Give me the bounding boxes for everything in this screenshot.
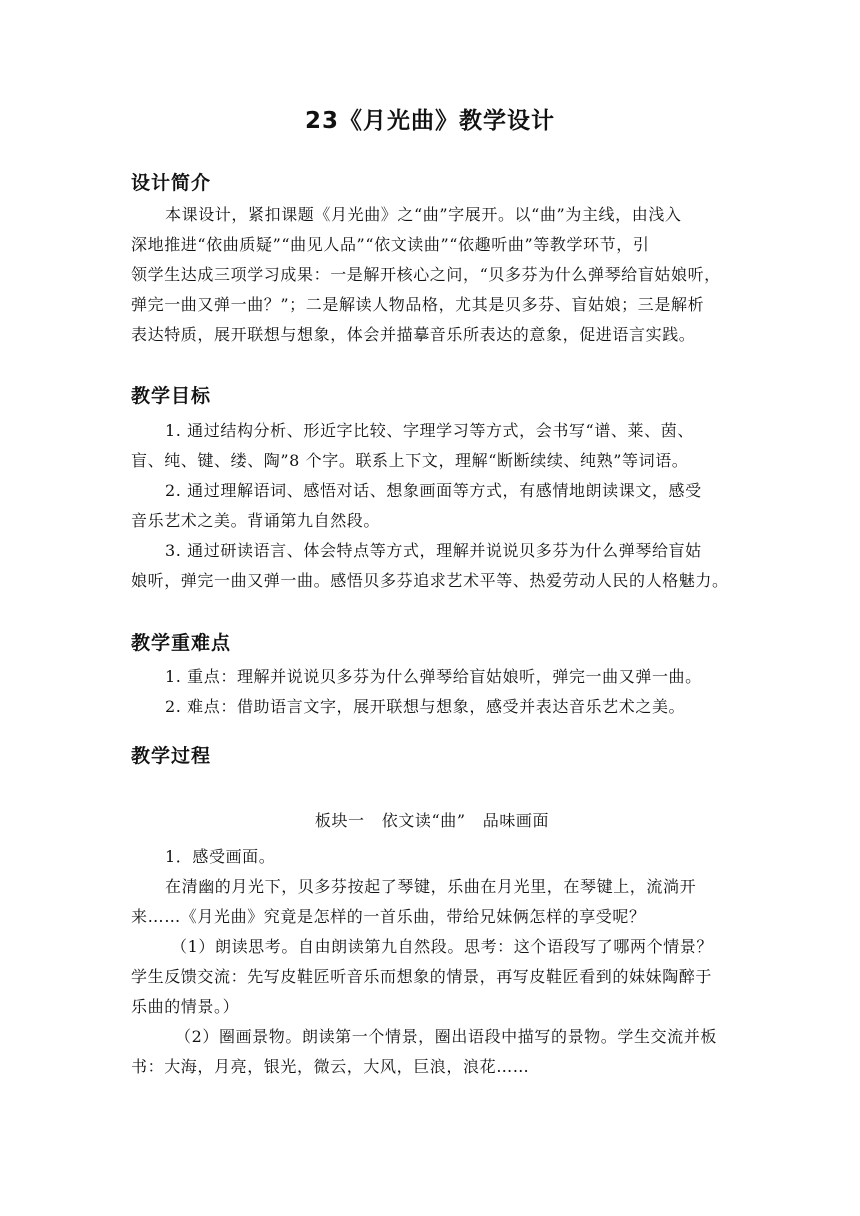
text-line: （1）朗读思考。自由朗读第九自然段。思考：这个语段写了哪两个情景？ [171, 937, 713, 956]
text-line: （2）圈画景物。朗读第一个情景，圈出语段中描写的景物。学生交流并板 [175, 1027, 717, 1046]
text-line: 在清幽的月光下，贝多芬按起了琴键，乐曲在月光里，在琴键上，流淌开 [165, 877, 697, 896]
section-heading-intro: 设计简介 [131, 172, 212, 194]
text-line: 本课设计，紧扣课题《月光曲》之“曲”字展开。以“曲”为主线，由浅入 [165, 205, 682, 224]
document-title: 23《月光曲》教学设计 [304, 108, 555, 134]
text-line: 2. 难点：借助语言文字，展开联想与想象，感受并表达音乐艺术之美。 [165, 697, 686, 716]
goals-list [131, 416, 733, 596]
process-body [131, 842, 733, 1082]
text-line: 学生反馈交流：先写皮鞋匠听音乐而想象的情景，再写皮鞋匠看到的妹妹陶醉于 [131, 967, 713, 986]
text-line: 1. 通过结构分析、形近字比较、字理学习等方式，会书写“谱、莱、茵、 [165, 421, 694, 440]
keypoints-list [131, 662, 733, 722]
text-line: 音乐艺术之美。背诵第九自然段。 [131, 511, 381, 530]
text-line: 娘听，弹完一曲又弹一曲。感悟贝多芬追求艺术平等、热爱劳动人民的人格魅力。 [131, 571, 729, 590]
section-heading-keypoints: 教学重难点 [131, 632, 232, 654]
text-line: 2. 通过理解语词、感悟对话、想象画面等方式，有感情地朗读课文，感受 [165, 481, 702, 500]
text-line: 表达特质，展开联想与想象，体会并描摹音乐所表达的意象，促进语言实践。 [131, 325, 696, 344]
text-line: 盲、纯、键、缕、陶”8 个字。联系上下文，理解“断断续续、纯熟”等词语。 [131, 451, 689, 470]
text-line: 领学生达成三项学习成果：一是解开核心之问，“贝多芬为什么弹琴给盲姑娘听， [131, 265, 721, 284]
text-line: 1. 重点：理解并说说贝多芬为什么弹琴给盲姑娘听，弹完一曲又弹一曲。 [165, 667, 702, 686]
text-line: 深地推进“依曲质疑”“曲见人品”“依文读曲”“依趣听曲”等教学环节，引 [131, 235, 650, 254]
block-title: 板块一 依文读“曲” 品味画面 [314, 811, 550, 830]
text-line: 来……《月光曲》究竟是怎样的一首乐曲，带给兄妹俩怎样的享受呢？ [131, 907, 646, 926]
text-line: 弹完一曲又弹一曲？”；二是解读人物品格，尤其是贝多芬、盲姑娘；三是解析 [131, 295, 705, 314]
text-line: 3. 通过研读语言、体会特点等方式，理解并说说贝多芬为什么弹琴给盲姑 [165, 541, 702, 560]
intro-paragraph [131, 200, 733, 350]
text-line: 1．感受画面。 [165, 847, 276, 866]
section-heading-process: 教学过程 [131, 745, 212, 767]
text-line: 乐曲的情景。） [131, 997, 240, 1016]
section-heading-goals: 教学目标 [131, 385, 212, 407]
text-line: 书：大海，月亮，银光，微云，大风，巨浪，浪花…… [131, 1057, 530, 1076]
